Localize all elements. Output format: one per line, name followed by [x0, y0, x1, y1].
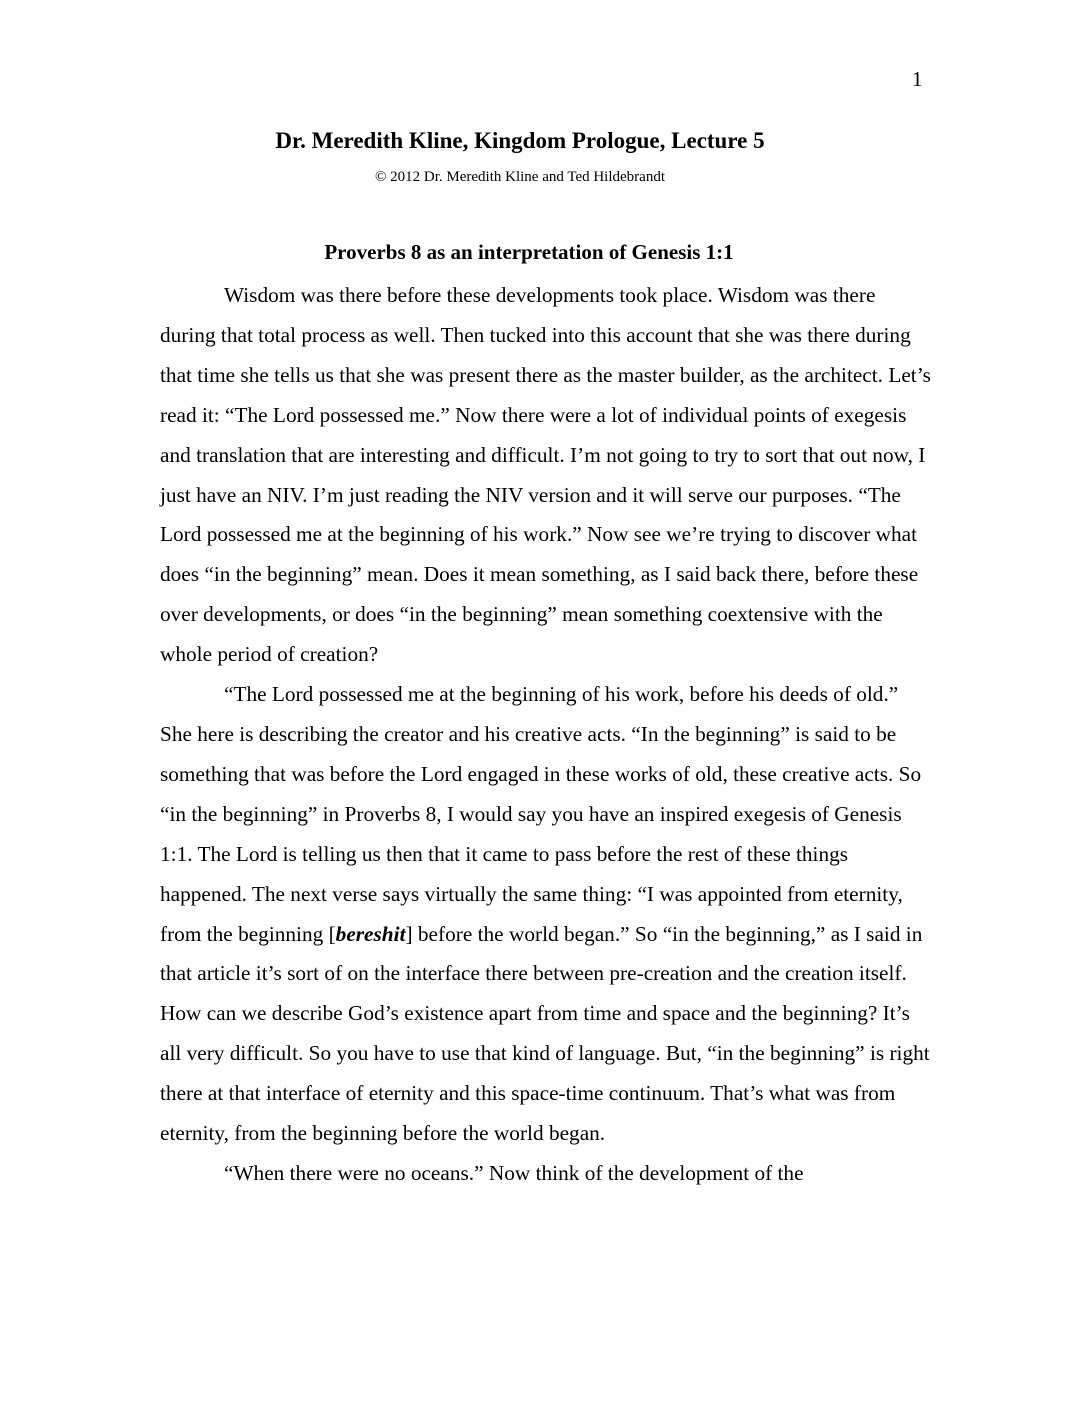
paragraph-1: Wisdom was there before these developments took place. Wisdom was there during that total process as well. Then tucked into this account that she was there during that time she tells us that she was present there as the master builder, as the architect. Let’s read it: “The Lord possessed me.” Now there were a lot of individual points of exegesis and translation that are interesting and difficult. I’m not going to try to sort that out now, I just have an NIV. I’m just reading the NIV version and it will serve our purposes. “The Lord possessed me at the beginning of his work.” Now see we’re trying to discover what does “in the beginning” mean. Does it mean something, as I said back there, before these over developments, or does “in the beginning” mean something coextensive with the whole period of creation?	[160, 283, 931, 667]
paragraph-2-text-after: ] before the world began.” So “in the beginning,” as I said in that article it’s sort of on the interface there between pre-creation and the creation itself. How can we describe God’s existence apart from time and space and the beginning? It’s all very difficult. So you have to use that kind of language. But, “in the beginning” is right there at that interface of eternity and this space-time continuum. That’s what was from eternity, from the beginning before the world began.	[160, 921, 930, 1146]
document-title: Dr. Meredith Kline, Kingdom Prologue, Lecture 5	[275, 128, 765, 153]
paragraph-3: “When there were no oceans.” Now think of the development of the	[224, 1160, 804, 1185]
body-text	[160, 276, 932, 1194]
copyright-line: © 2012 Dr. Meredith Kline and Ted Hildebrandt	[374, 169, 665, 185]
page-number: 1	[912, 67, 923, 91]
paragraph-2	[160, 675, 932, 1154]
hebrew-term: bereshit	[335, 921, 406, 946]
paragraph-2-text-before: “The Lord possessed me at the beginning of his work, before his deeds of old.” She here is describing the creator and his creative acts. “In the beginning” is said to be something that was before the Lord engaged in these works of old, these creative acts. So “in the beginning” in Proverbs 8, I would say you have an inspired exegesis of Genesis 1:1. The Lord is telling us then that it came to pass before the rest of these things happened. The next verse says virtually the same thing: “I was appointed from eternity, from the beginning [	[160, 682, 922, 946]
section-heading: Proverbs 8 as an interpretation of Genesis 1:1	[324, 240, 734, 264]
